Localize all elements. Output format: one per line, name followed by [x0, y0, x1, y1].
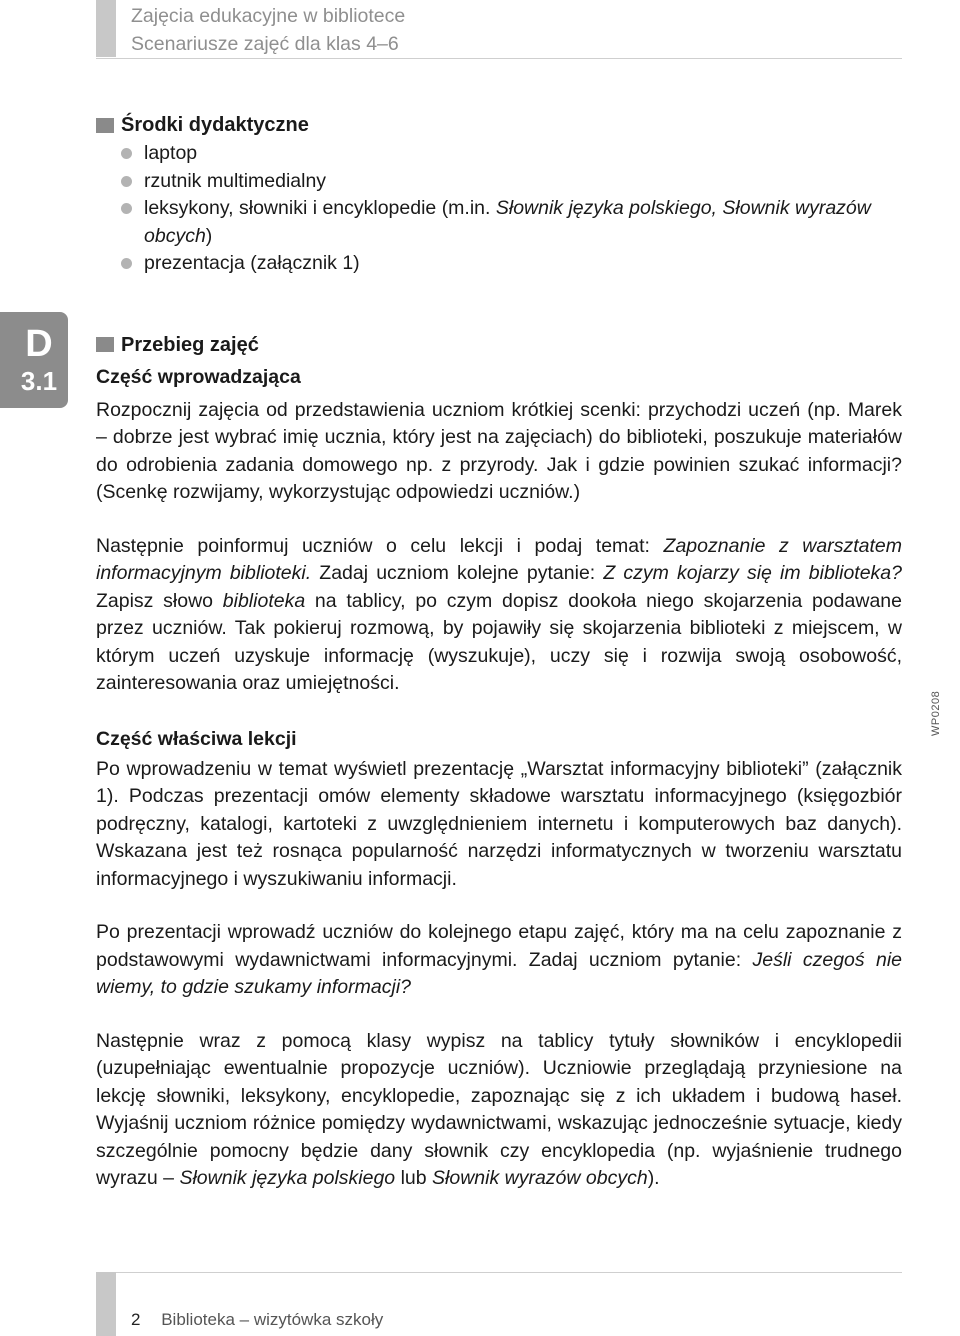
page-content	[96, 110, 902, 1193]
side-code	[926, 688, 950, 736]
bullet-dot-icon	[121, 203, 132, 214]
list-item: rzutnik multimedialny	[96, 168, 902, 196]
paragraph-presentation: Po wprowadzeniu w temat wyświetl prezentację „Warsztat informacyjny biblioteki” (załącznik 1). Podczas prezentacji omów elementy składowe warsztatu informacyjnego (księgozbiór podręczny, katalogi, kartoteki z uwzględnieniem internetu i komputerowych baz danych). Wskazana jest też rosnąca popularność narzędzi informatycznych w tworzeniu warsztatu informacyjnego i wyszukiwaniu informacji.	[96, 757, 902, 890]
subheading-main: Część właściwa lekcji	[96, 727, 297, 750]
section-badge	[0, 312, 68, 408]
bullet-dot-icon	[121, 176, 132, 187]
footer-bar	[96, 1272, 116, 1336]
bullet-dot-icon	[121, 258, 132, 269]
paragraph-topic: Następnie poinformuj uczniów o celu lekcji i podaj temat: Zapoznanie z warsztatem informacyjnym biblioteki. Zadaj uczniom kolejne pytanie: Z czym kojarzy się im biblioteka? Zapisz słowo biblioteka na tablicy, po czym dopisz dookoła niego skojarzenia podawane przez uczniów. Tak pokieruj rozmową, by pojawiły się skojarzenia biblioteki z miejscem, w którym uczeń uzyskuje informację (wyszukuje), uczy się i rozwija swoją osobowość, zainteresowania oraz umiejętności.	[96, 534, 902, 694]
badge-letter: D	[25, 323, 53, 365]
paragraph-question: Po prezentacji wprowadź uczniów do kolejnego etapu zajęć, który ma na celu zapoznanie z podstawowymi wydawnictwami informacyjnymi. Zadaj uczniom pytanie: Jeśli czegoś nie wiemy, to gdzie szukamy informacji?	[96, 921, 902, 998]
list-item: laptop	[96, 140, 902, 168]
header-rule	[96, 58, 902, 59]
subheading-intro: Część wprowadzająca	[96, 365, 301, 388]
badge-number: 3.1	[20, 366, 58, 396]
header-subtitle: Scenariusze zajęć dla klas 4–6	[131, 33, 399, 55]
section-heading-srodki: Środki dydaktyczne	[96, 110, 902, 140]
square-bullet-icon	[96, 337, 114, 352]
header-bar	[96, 0, 116, 57]
bullet-dot-icon	[121, 148, 132, 159]
square-bullet-icon	[96, 118, 114, 133]
section-heading-przebieg: Przebieg zajęć	[96, 330, 902, 360]
paragraph-intro: Rozpocznij zajęcia od przedstawienia uczniom krótkiej scenki: przychodzi uczeń (np. Marek – dobrze jest wybrać imię ucznia, który jest na zajęciach) do biblioteki, poszukuje materiałów do odrobienia zadania domowego np. z przyrody. Jak i gdzie powinien szukać informacji? (Scenkę rozwijamy, wykorzystując odpowiedzi uczniów.)	[96, 398, 902, 503]
side-code-text: WP0208	[930, 690, 942, 736]
footer-rule	[96, 1272, 902, 1273]
running-footer	[131, 1310, 383, 1330]
list-item: prezentacja (załącznik 1)	[96, 250, 902, 278]
header-title: Zajęcia edukacyjne w bibliotece	[131, 5, 406, 27]
paragraph-dictionaries: Następnie wraz z pomocą klasy wypisz na tablicy tytuły słowników i encyklopedii (uzupełniając ewentualnie propozycje uczniów). Uczniowie przeglądają przyniesione na lekcję słowniki, leksykony, encyklopedie, zapoznając się z ich układem i budową haseł. Wyjaśnij uczniom różnice pomiędzy wydawnictwami, wskazując jednocześnie sytuacje, kiedy szczególnie pomocny będzie dany słownik czy encyklopedia (np. wyjaśnienie trudnego wyrazu – Słownik języka polskiego lub Słownik wyrazów obcych).	[96, 1029, 902, 1189]
list-item: leksykony, słowniki i encyklopedie (m.in. Słownik języka polskiego, Słownik wyrazów obcych)	[96, 195, 902, 250]
page-number: 2	[131, 1310, 141, 1329]
running-header	[131, 2, 405, 58]
footer-title: Biblioteka – wizytówka szkoły	[161, 1310, 384, 1329]
materials-list	[96, 140, 902, 278]
